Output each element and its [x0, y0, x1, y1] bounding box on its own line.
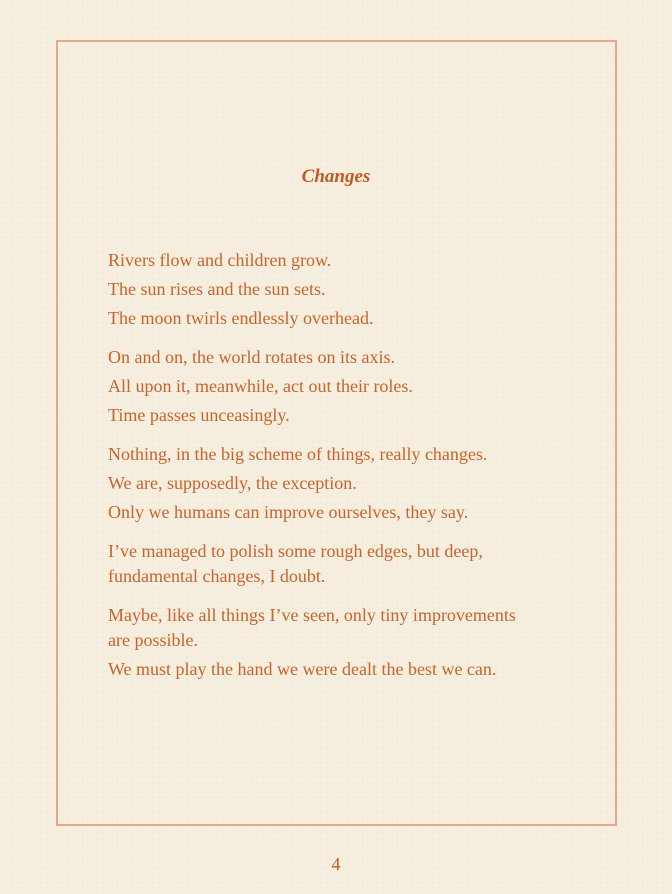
poem-body: [108, 248, 578, 696]
poem-line: On and on, the world rotates on its axis.: [108, 347, 395, 367]
poem-line: All upon it, meanwhile, act out their roles.: [108, 376, 413, 396]
poem-line: Nothing, in the big scheme of things, really changes.: [108, 444, 488, 464]
poem-line: The moon twirls endlessly overhead.: [108, 308, 374, 328]
stanza-1: [108, 248, 578, 331]
poem-line: Maybe, like all things I’ve seen, only tiny improvements: [108, 605, 516, 625]
stanza-2: [108, 345, 578, 428]
poem-line: fundamental changes, I doubt.: [108, 566, 326, 586]
poem-line: Time passes unceasingly.: [108, 405, 290, 425]
stanza-5: [108, 603, 578, 682]
poem-title: Changes: [301, 166, 371, 187]
stanza-4: [108, 539, 578, 589]
poem-line: We are, supposedly, the exception.: [108, 473, 357, 493]
poem-line: Rivers flow and children grow.: [108, 250, 332, 270]
poem-line: are possible.: [108, 630, 198, 650]
poem-line: I’ve managed to polish some rough edges, but deep,: [108, 541, 483, 561]
poem-line: Only we humans can improve ourselves, they say.: [108, 502, 469, 522]
poem-line: We must play the hand we were dealt the best we can.: [108, 659, 497, 679]
stanza-3: [108, 442, 578, 525]
poem-line: The sun rises and the sun sets.: [108, 279, 326, 299]
page-number: 4: [331, 854, 341, 874]
